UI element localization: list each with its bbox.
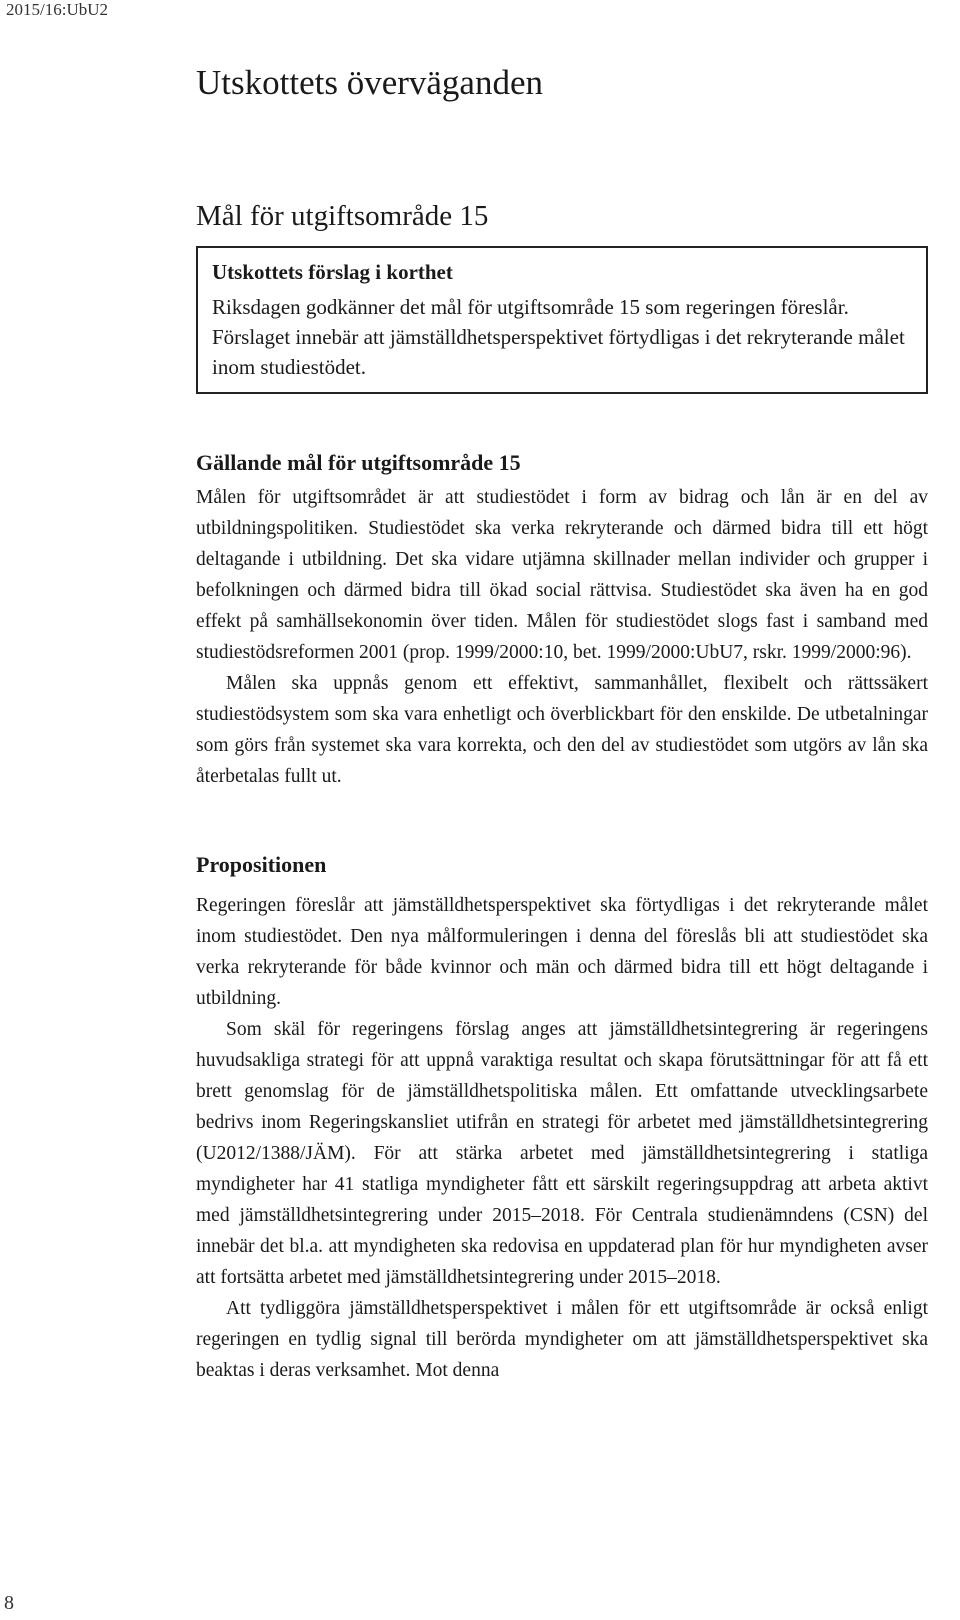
paragraph: Målen ska uppnås genom ett effektivt, sammanhållet, flexibelt och rättssäkert studiestödsystem som ska vara enhetligt och överblickbart för den enskilde. De utbetalningar som görs från systemet ska vara korrekta, och den del av studiestödet som utgörs av lån ska återbetalas fullt ut. bbox=[196, 673, 928, 787]
section-heading-gallande: Gällande mål för utgiftsområde 15 bbox=[196, 450, 521, 475]
section-heading-propositionen: Propositionen bbox=[196, 852, 327, 877]
document-reference: 2015/16:UbU2 bbox=[6, 0, 108, 19]
paragraph: Målen för utgiftsområdet är att studiestödet i form av bidrag och lån är en del av utbildningspolitiken. Studiestödet ska verka rekryterande och därmed bidra till ett högt deltagande i utbildning. Det ska vidare utjämna skillnader mellan individer och grupper i befolkningen och därmed bidra till ökad social rättvisa. Studiestödet ska även ha en god effekt på samhällsekonomin över tiden. Målen för studiestödet slogs fast i samband med studiestödsreformen 2001 (prop. 1999/2000:10, bet. 1999/2000:UbU7, rskr. 1999/2000:96). bbox=[196, 487, 928, 663]
section-propositionen bbox=[196, 850, 928, 1386]
paragraph: Att tydliggöra jämställdhetsperspektivet i målen för ett utgiftsområde är också enligt regeringen en tydlig signal till berörda myndigheter om att jämställdhetsperspektivet ska beaktas i deras verksamhet. Mot denna bbox=[196, 1298, 928, 1381]
summary-title: Utskottets förslag i korthet bbox=[212, 260, 453, 284]
page-number: 8 bbox=[4, 1592, 14, 1614]
main-heading: Utskottets överväganden bbox=[196, 63, 543, 102]
page-content bbox=[196, 58, 928, 1386]
section-gallande-mal bbox=[196, 448, 928, 792]
paragraph: Som skäl för regeringens förslag anges att jämställdhetsintegrering är regeringens huvudsakliga strategi för att uppnå varaktiga resultat och skapa förutsättningar för att få ett brett genomslag för de jämställdhetspolitiska målen. Ett omfattande utvecklingsarbete bedrivs inom Regeringskansliet utifrån en strategi för arbetet med jämställdhetsintegrering (U2012/1388/JÄM). För att stärka arbetet med jämställdhetsintegrering i statliga myndigheter har 41 statliga myndigheter fått ett särskilt regeringsuppdrag att arbeta aktivt med jämställdhetsintegrering under 2015–2018. För Centrala studienämndens (CSN) del innebär det bl.a. att myndigheten ska redovisa en uppdaterad plan för hur myndigheten avser att fortsätta arbetet med jämställdhetsintegrering under 2015–2018. bbox=[196, 1019, 928, 1288]
summary-text: Riksdagen godkänner det mål för utgiftsområde 15 som regeringen föreslår. Förslaget innebär att jämställdhetsperspektivet förtydligas i det rekryterande målet inom studiestödet. bbox=[212, 295, 905, 379]
paragraph: Regeringen föreslår att jämställdhetsperspektivet ska förtydligas i det rekryterande målet inom studiestödet. Den nya målformuleringen i denna del föreslås bli att studiestödet ska verka rekryterande för både kvinnor och män och därmed bidra till ett högt deltagande i utbildning. bbox=[196, 895, 928, 1009]
summary-box bbox=[196, 246, 928, 394]
sub-heading: Mål för utgiftsområde 15 bbox=[196, 200, 489, 232]
